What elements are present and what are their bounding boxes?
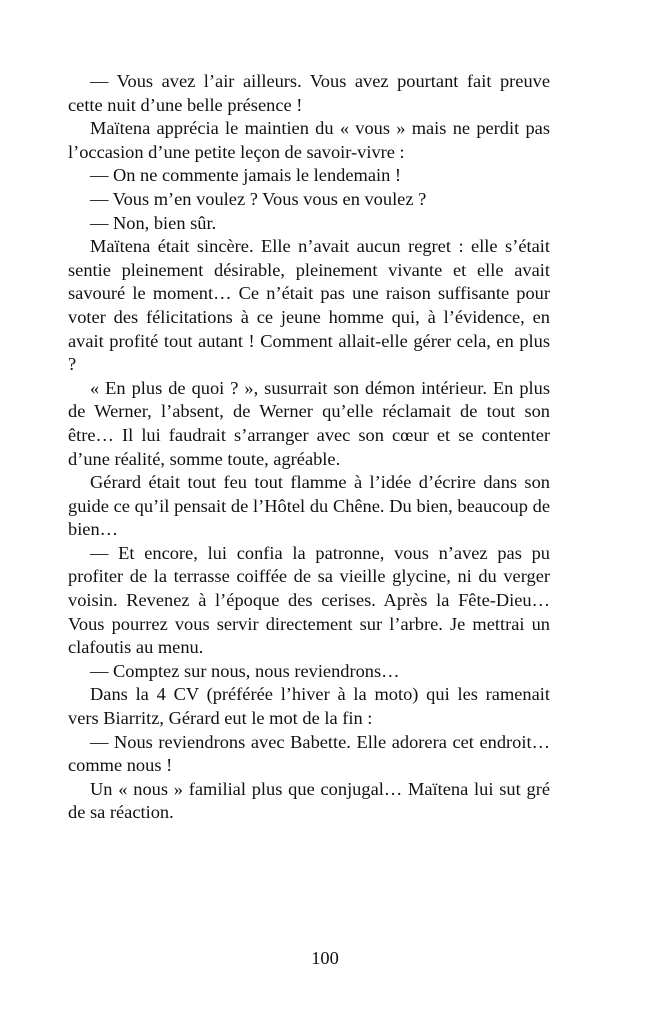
paragraph: — On ne commente jamais le lendemain ! <box>90 165 402 186</box>
paragraph: — Et encore, lui confia la patronne, vous n’avez pas pu profiter de la terrasse coiffée de sa vieille glycine, ni du verger voisin. Revenez à l’époque des cerises. Après la Fête-Dieu… Vous pourrez vous servir directement sur l’arbre. Je mettrai un clafoutis au menu. <box>68 542 550 658</box>
paragraph: « En plus de quoi ? », susurrait son démon intérieur. En plus de Werner, l’absent, de Werner qu’elle réclamait de tout son être… Il lui faudrait s’arranger avec son cœur et se contenter d’une réalité, somme toute, agréable. <box>68 377 550 469</box>
paragraph: Dans la 4 CV (préférée l’hiver à la moto) qui les ramenait vers Biarritz, Gérard eut le mot de la fin : <box>68 684 550 729</box>
page-number: 100 <box>311 948 339 968</box>
paragraph: — Vous avez l’air ailleurs. Vous avez pourtant fait preuve cette nuit d’une belle présence ! <box>68 71 550 115</box>
paragraph: Maïtena était sincère. Elle n’avait aucun regret : elle s’était sentie pleinement désirable, pleinement vivante et elle avait savouré le moment… Ce n’était pas une raison suffisante pour voter des félicitations à ce jeune homme qui, à l’évidence, en avait profité tout autant ! Comment allait-elle gérer cela, en plus ? <box>68 236 550 375</box>
paragraph: — Comptez sur nous, nous reviendrons… <box>90 660 400 681</box>
page-body <box>68 70 550 825</box>
paragraph: Maïtena apprécia le maintien du « vous » mais ne perdit pas l’occasion d’une petite leçon de savoir-vivre : <box>68 118 550 162</box>
paragraph: — Vous m’en voulez ? Vous vous en voulez ? <box>90 188 427 209</box>
paragraph: — Non, bien sûr. <box>90 212 217 233</box>
paragraph: Gérard était tout feu tout flamme à l’idée d’écrire dans son guide ce qu’il pensait de l’Hôtel du Chêne. Du bien, beaucoup de bien… <box>68 472 550 540</box>
paragraph: Un « nous » familial plus que conjugal… Maïtena lui sut gré de sa réaction. <box>68 778 550 823</box>
paragraph: — Nous reviendrons avec Babette. Elle adorera cet endroit… comme nous ! <box>68 731 550 776</box>
